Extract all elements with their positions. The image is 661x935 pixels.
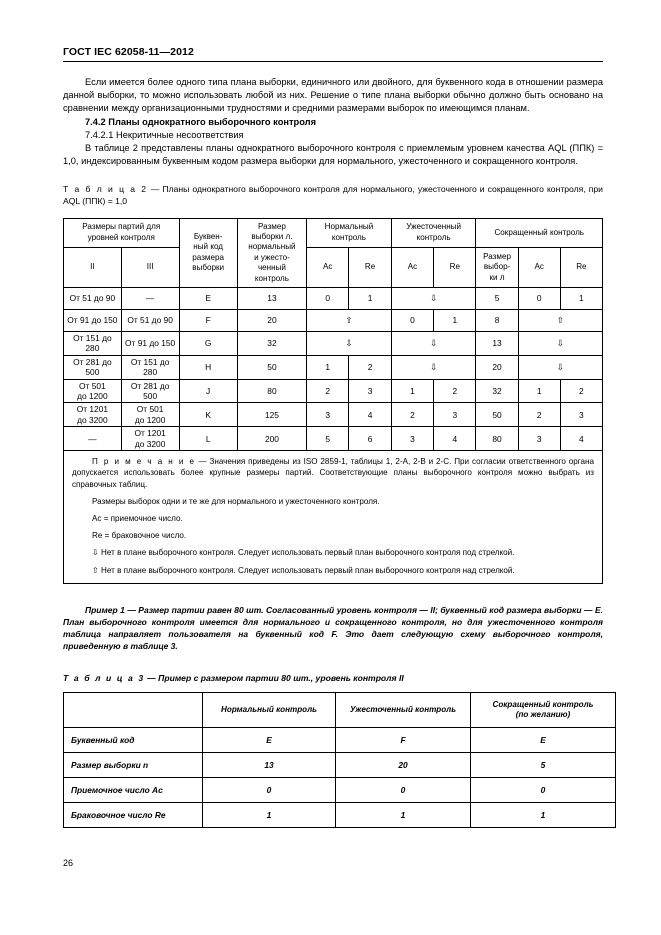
cell-normal: 1: [203, 803, 336, 828]
cell-letter-code: L: [179, 427, 237, 451]
cell-row-label: Буквенный код: [64, 728, 203, 753]
cell-reduced: 1: [471, 803, 616, 828]
cell-reduced-sample-size: 8: [476, 310, 518, 332]
note-line-2: Размеры выборок одни и те же для нормального и ужесточенного контроля.: [92, 496, 380, 506]
cell-normal-re: 2: [349, 355, 391, 379]
cell-letter-code: K: [179, 403, 237, 427]
cell-normal-ac: 2: [307, 379, 349, 403]
th-level-iii: III: [121, 247, 179, 287]
table-row: [64, 379, 603, 403]
th-sample-size-l3: нормальный: [248, 242, 296, 252]
th-sample-size-l4: и ужесто-: [254, 252, 290, 262]
cell-reduced-re: 4: [560, 427, 602, 451]
th-t3-reduced-l2: (по желанию): [515, 710, 571, 720]
cell-sample-size: 200: [237, 427, 306, 451]
cell-sample-size: 13: [237, 288, 306, 310]
th-tightened-ac: Ac: [391, 247, 433, 287]
table-row: [64, 288, 603, 310]
th-reduced-size-l3: ки л: [489, 272, 505, 282]
th-sample-size-l5: ченный: [257, 263, 286, 273]
cell-level-ii: От 151 до 280: [64, 332, 122, 356]
th-lot-sizes: Размеры партий для уровней контроля: [64, 218, 180, 247]
cell-normal-ac: 3: [307, 403, 349, 427]
table2-caption: [63, 184, 603, 207]
th-t3-reduced: [471, 693, 616, 728]
cell-sample-size: 50: [237, 355, 306, 379]
paragraph-table2-intro: В таблице 2 представлены планы однократного выборочного контроля с приемлемым уровнем качества AQL (ППК) = 1,0, индексированным буквенным кодом размера выборки для нормального, ужесточенного и сокращенного контроля.: [63, 143, 603, 167]
cell-level-ii: От 51 до 90: [64, 288, 122, 310]
table-3-header-row: [64, 693, 616, 728]
cell-tightened: F: [336, 728, 471, 753]
table-2-body: [64, 288, 603, 451]
table3-caption-text: — Пример с размером партии 80 шт., уровень контроля II: [144, 672, 404, 683]
table3-caption-prefix: Т а б л и ц а 3: [63, 672, 145, 683]
cell-level-ii: От 91 до 150: [64, 310, 122, 332]
cell-sample-size: 20: [237, 310, 306, 332]
th-letter-code-l3: размера: [192, 252, 224, 262]
th-normal-control: Нормальный контроль: [307, 218, 392, 247]
th-sample-size: [237, 218, 306, 287]
cell-normal-arrow: ⇧: [307, 310, 392, 332]
th-t3-blank: [64, 693, 203, 728]
th-reduced-ac: Ac: [518, 247, 560, 287]
cell-normal-re: 1: [349, 288, 391, 310]
table-row: [64, 355, 603, 379]
th-tightened-control: Ужесточенный контроль: [391, 218, 476, 247]
th-normal-ac: Ac: [307, 247, 349, 287]
cell-row-label: Приемочное число Ac: [64, 778, 203, 803]
cell-tightened-ac: 0: [391, 310, 433, 332]
table-2-header-row-1: [64, 218, 603, 247]
th-reduced-size-l2: выбор-: [483, 262, 511, 272]
cell-normal-ac: 0: [307, 288, 349, 310]
cell-tightened-arrow: ⇩: [391, 332, 476, 356]
cell-level-ii: От 1201 до 3200: [64, 403, 122, 427]
cell-reduced-re: 1: [560, 288, 602, 310]
th-reduced-sample-size: [476, 247, 518, 287]
cell-level-ii: —: [64, 427, 122, 451]
table-row: [64, 310, 603, 332]
cell-sample-size: 80: [237, 379, 306, 403]
cell-sample-size: 32: [237, 332, 306, 356]
example-1-paragraph: Пример 1 — Размер партии равен 80 шт. Согласованный уровень контроля — II; буквенный код размера выборки — Е. План выборочного контроля имеется для нормального и сокращенного контроля, но для ужесточенного контроля таблица направляет пользователя на буквенный код F. Это дает следующую схему выборочного контроля, приведенную в таблице 3.: [63, 604, 603, 652]
cell-tightened-re: 1: [434, 310, 476, 332]
table-row: [64, 728, 616, 753]
cell-normal: 0: [203, 778, 336, 803]
cell-tightened: 20: [336, 753, 471, 778]
page-number: 26: [63, 858, 74, 868]
cell-letter-code: E: [179, 288, 237, 310]
note-text-1: — Значения приведены из ISO 2859-1, таблицы 1, 2-А, 2-В и 2-С. При согласии ответственного органа допускается использовать более крупные размеры партий. Соответствующие планы выборочного контроля можно выбрать из справочных таблиц.: [72, 457, 594, 489]
th-t3-normal: Нормальный контроль: [203, 693, 336, 728]
cell-reduced-ac: 3: [518, 427, 560, 451]
cell-normal: 13: [203, 753, 336, 778]
table-3: [63, 692, 616, 828]
table-2-head: [64, 218, 603, 287]
note-line-5: ⇩ Нет в плане выборочного контроля. Следует использовать первый план выборочного контроля под стрелкой.: [92, 548, 515, 558]
cell-row-label: Браковочное число Re: [64, 803, 203, 828]
cell-letter-code: J: [179, 379, 237, 403]
cell-normal: E: [203, 728, 336, 753]
cell-tightened: 0: [336, 778, 471, 803]
cell-reduced-ac: 2: [518, 403, 560, 427]
cell-row-label: Размер выборки n: [64, 753, 203, 778]
cell-normal-ac: 1: [307, 355, 349, 379]
table-2-header-row-2: [64, 247, 603, 287]
cell-tightened-ac: 2: [391, 403, 433, 427]
cell-reduced-sample-size: 50: [476, 403, 518, 427]
cell-reduced-re: 2: [560, 379, 602, 403]
page-content: [63, 46, 603, 828]
table-2-note: [63, 451, 603, 584]
th-reduced-control: Сокращенный контроль: [476, 218, 603, 247]
running-head-rule: [63, 61, 603, 62]
heading-7-4-2: 7.4.2 Планы однократного выборочного контроля: [85, 116, 317, 127]
cell-level-iii: От 501 до 1200: [121, 403, 179, 427]
note-line-3: Ac = приемочное число.: [92, 513, 183, 523]
cell-reduced: 5: [471, 753, 616, 778]
cell-letter-code: F: [179, 310, 237, 332]
cell-normal-re: 3: [349, 379, 391, 403]
th-level-ii: II: [64, 247, 122, 287]
table-row: [64, 778, 616, 803]
subheading-7-4-2-1: 7.4.2.1 Некритичные несоответствия: [85, 129, 244, 140]
th-sample-size-l6: контроль: [254, 273, 289, 283]
cell-tightened: 1: [336, 803, 471, 828]
table3-caption: [63, 673, 603, 685]
th-letter-code-l1: Буквен-: [193, 232, 223, 242]
cell-level-iii: От 151 до 280: [121, 355, 179, 379]
cell-reduced-sample-size: 5: [476, 288, 518, 310]
cell-level-iii: —: [121, 288, 179, 310]
table-3-body: [64, 728, 616, 828]
table-row: [64, 427, 603, 451]
table-row: [64, 753, 616, 778]
cell-tightened-re: 2: [434, 379, 476, 403]
cell-tightened-arrow: ⇩: [391, 355, 476, 379]
th-letter-code-l4: выборки: [192, 263, 225, 273]
note-line-4: Re = браковочное число.: [92, 531, 187, 541]
table2-caption-text: — Планы однократного выборочного контроля для нормального, ужесточенного и сокращенного контроля, при AQL (ППК) = 1,0: [63, 184, 603, 207]
th-normal-re: Re: [349, 247, 391, 287]
running-head: ГОСТ IEC 62058-11—2012: [63, 46, 194, 58]
cell-tightened-ac: 3: [391, 427, 433, 451]
note-line-1: [72, 456, 594, 490]
cell-level-iii: От 91 до 150: [121, 332, 179, 356]
cell-tightened-ac: 1: [391, 379, 433, 403]
cell-level-ii: От 501 до 1200: [64, 379, 122, 403]
th-reduced-size-l1: Размер: [483, 251, 511, 261]
table-row: [64, 803, 616, 828]
cell-tightened-re: 4: [434, 427, 476, 451]
cell-level-iii: От 51 до 90: [121, 310, 179, 332]
note-label: П р и м е ч а н и е: [92, 457, 196, 467]
th-reduced-re: Re: [560, 247, 602, 287]
cell-reduced-ac: 1: [518, 379, 560, 403]
cell-reduced-sample-size: 32: [476, 379, 518, 403]
cell-reduced-arrow: ⇩: [518, 355, 602, 379]
cell-letter-code: H: [179, 355, 237, 379]
cell-reduced-ac: 0: [518, 288, 560, 310]
th-t3-reduced-l1: Сокращенный контроль: [492, 699, 594, 709]
cell-level-iii: От 1201 до 3200: [121, 427, 179, 451]
cell-sample-size: 125: [237, 403, 306, 427]
cell-normal-re: 6: [349, 427, 391, 451]
cell-reduced-sample-size: 80: [476, 427, 518, 451]
th-tightened-re: Re: [434, 247, 476, 287]
cell-tightened-re: 3: [434, 403, 476, 427]
cell-reduced-sample-size: 20: [476, 355, 518, 379]
cell-level-iii: От 281 до 500: [121, 379, 179, 403]
cell-normal-arrow: ⇩: [307, 332, 392, 356]
table2-caption-prefix: Т а б л и ц а 2: [63, 184, 148, 195]
cell-tightened-arrow: ⇩: [391, 288, 476, 310]
cell-letter-code: G: [179, 332, 237, 356]
cell-reduced-arrow: ⇧: [518, 310, 602, 332]
paragraph-intro: Если имеется более одного типа плана выборки, единичного или двойного, для буквенного кода в отношении размера данной выборки, то можно использовать любой из них. Решение о типе плана выборки обычно должно быть основано на сравнении между организационными трудностями и средними размерами выборок по имеющимся планам.: [63, 77, 603, 114]
cell-normal-re: 4: [349, 403, 391, 427]
th-letter-code: [179, 218, 237, 287]
th-letter-code-l2: ный код: [193, 242, 224, 252]
cell-level-ii: От 281 до 500: [64, 355, 122, 379]
cell-reduced: E: [471, 728, 616, 753]
th-t3-tightened: Ужесточенный контроль: [336, 693, 471, 728]
cell-reduced-sample-size: 13: [476, 332, 518, 356]
table-row: [64, 403, 603, 427]
table-3-head: [64, 693, 616, 728]
cell-reduced: 0: [471, 778, 616, 803]
cell-normal-ac: 5: [307, 427, 349, 451]
th-sample-size-l2: выборки л.: [251, 232, 293, 242]
cell-reduced-arrow: ⇩: [518, 332, 602, 356]
cell-reduced-re: 3: [560, 403, 602, 427]
note-line-6: ⇧ Нет в плане выборочного контроля. Следует использовать первый план выборочного контроля над стрелкой.: [92, 565, 515, 575]
th-sample-size-l1: Размер: [258, 221, 286, 231]
table-row: [64, 332, 603, 356]
table-2: [63, 218, 603, 452]
